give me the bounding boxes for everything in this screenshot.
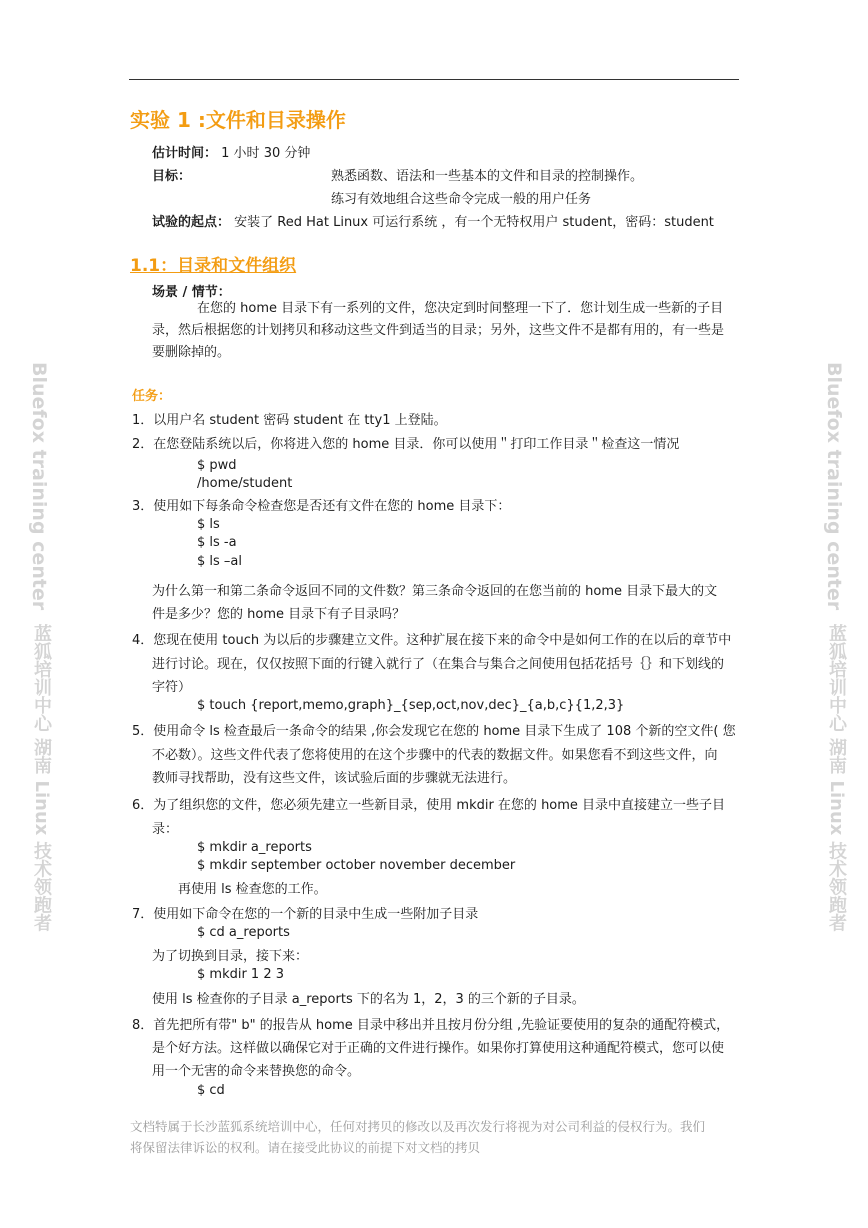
start-label: 试验的起点： xyxy=(152,215,231,230)
header-rule xyxy=(129,79,739,80)
time-row xyxy=(152,142,310,161)
task-2-cmd-1: $ pwd xyxy=(197,458,237,473)
task-7-mid: 为了切换到目录，接下来： xyxy=(152,949,309,964)
task-2: 2．在您登陆系统以后，你将进入您的 home 目录．你可以使用＂打印工作目录＂检查这一情况 xyxy=(132,437,680,452)
task-4-line-2: 进行讨论。现在，仅仅按照下面的行键入就行了（在集合与集合之间使用包括花括号｛｝和下划线的 xyxy=(152,657,725,672)
task-8-line-1: 8．首先把所有带" b" 的报告从 home 目录中移出并且按月份分组 ,先验证要使用的复杂的通配符模式， xyxy=(132,1018,730,1033)
left-watermark-en: Bluefox training center xyxy=(28,362,50,611)
task-5-line-3: 教师寻找帮助，没有这些文件，该试验后面的步骤就无法进行。 xyxy=(152,771,517,786)
time-value: 1 小时 30 分钟 xyxy=(221,146,311,161)
start-row xyxy=(152,211,714,230)
task-6-after: 再使用 ls 检查您的工作。 xyxy=(178,882,327,897)
left-watermark-cn: 蓝狐培训中心 湖南 Linux 技术领跑者 xyxy=(31,624,52,932)
task-2-cmd-2: /home/student xyxy=(197,476,293,491)
start-value: 安装了 Red Hat Linux 可运行系统 ，有一个无特权用户 student，密码：student xyxy=(234,215,714,230)
task-5-line-1: 5．使用命令 ls 检查最后一条命令的结果 ,你会发现它在您的 home 目录下生成了 108 个新的空文件( 您 xyxy=(132,724,736,739)
task-3-cmd-1: $ ls xyxy=(197,517,220,532)
scenario-line-3: 要删除掉的。 xyxy=(152,345,231,360)
task-3-question-2: 件是多少？您的 home 目录下有子目录吗？ xyxy=(152,607,406,622)
goal-line-1: 熟悉函数、语法和一些基本的文件和目录的控制操作。 xyxy=(331,169,644,184)
scenario-label: 场景 / 情节： xyxy=(152,285,231,300)
task-6-cmd-1: $ mkdir a_reports xyxy=(197,840,312,855)
copyright-footer xyxy=(130,1116,740,1158)
goal-row xyxy=(152,165,191,184)
task-7: 7．使用如下命令在您的一个新的目录中生成一些附加子目录 xyxy=(132,907,479,922)
right-watermark-cn: 蓝狐培训中心 湖南 Linux 技术领跑者 xyxy=(826,624,847,932)
task-4-line-1: 4．您现在使用 touch 为以后的步骤建立文件。这种扩展在接下来的命令中是如何工作的在以后的章节中 xyxy=(132,633,732,648)
time-label: 估计时间： xyxy=(152,146,218,161)
task-7-cmd-2: $ mkdir 1 2 3 xyxy=(197,967,285,982)
task-4-cmd: $ touch {report,memo,graph}_{sep,oct,nov,dec}_{a,b,c}{1,2,3} xyxy=(197,698,625,713)
task-6-line-1: 6．为了组织您的文件，您必须先建立一些新目录，使用 mkdir 在您的 home 目录中直接建立一些子目 xyxy=(132,798,726,813)
goal-line-2: 练习有效地组合这些命令完成一般的用户任务 xyxy=(331,192,592,207)
task-3: 3．使用如下每条命令检查您是否还有文件在您的 home 目录下： xyxy=(132,499,511,514)
task-1: 1．以用户名 student 密码 student 在 tty1 上登陆。 xyxy=(132,413,447,428)
task-7-after: 使用 ls 检查你的子目录 a_reports 下的名为 1，2，3 的三个新的子目录。 xyxy=(152,992,585,1007)
task-3-cmd-2: $ ls -a xyxy=(197,535,237,550)
task-8-cmd: $ cd xyxy=(197,1083,225,1098)
tasks-label: 任务： xyxy=(132,389,172,404)
right-watermark-en: Bluefox training center xyxy=(823,362,845,611)
task-8-line-2: 是个好方法。这样做以确保它对于正确的文件进行操作。如果你打算使用这种通配符模式，您可以使 xyxy=(152,1041,725,1056)
section-heading: 1.1：目录和文件组织 xyxy=(130,256,297,276)
task-5-line-2: 不必数）。这些文件代表了您将使用的在这个步骤中的代表的数据文件。如果您看不到这些文件，向 xyxy=(152,748,718,763)
task-6-line-2: 录： xyxy=(152,822,179,837)
scenario-line-1: 在您的 home 目录下有一系列的文件，您决定到时间整理一下了．您计划生成一些新的子目 xyxy=(197,301,724,316)
task-8-line-3: 用一个无害的命令来替换您的命令。 xyxy=(152,1064,361,1079)
goal-label: 目标： xyxy=(152,169,192,184)
task-7-cmd-1: $ cd a_reports xyxy=(197,925,290,940)
task-3-question-1: 为什么第一和第二条命令返回不同的文件数？第三条命令返回的在您当前的 home 目录下最大的文 xyxy=(152,584,718,599)
task-6-cmd-2: $ mkdir september october november december xyxy=(197,858,516,873)
task-3-cmd-3: $ ls –al xyxy=(197,554,242,569)
right-watermark xyxy=(823,362,849,932)
scenario-line-2: 录，然后根据您的计划拷贝和移动这些文件到适当的目录；另外，这些文件不是都有用的，有一些是 xyxy=(152,323,725,338)
footer-line-2: 将保留法律诉讼的权利。请在接受此协议的前提下对文档的拷贝 xyxy=(130,1140,481,1155)
page-title: 实验 1 :文件和目录操作 xyxy=(130,108,346,132)
left-watermark xyxy=(28,362,54,932)
footer-line-1: 文档特属于长沙蓝狐系统培训中心，任何对拷贝的修改以及再次发行将视为对公司利益的侵权行为。我们 xyxy=(130,1119,706,1134)
task-4-line-3: 字符） xyxy=(152,680,192,695)
